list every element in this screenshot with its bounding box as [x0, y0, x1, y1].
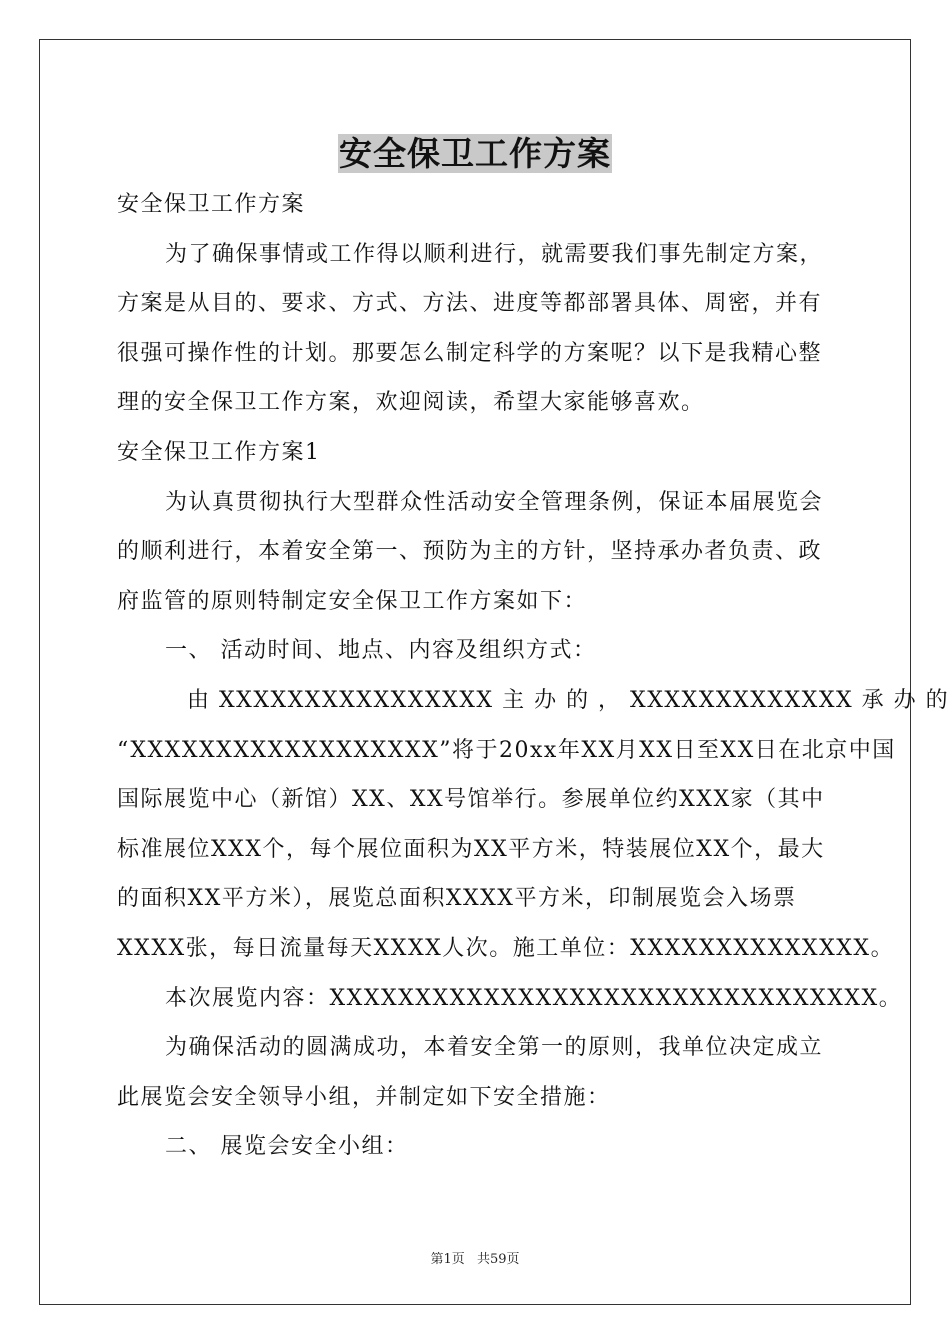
page-number: 第1页 [430, 1252, 465, 1267]
body-line: 标准展位XXX个，每个展位面积为XX平方米，特装展位XX个，最大 [117, 836, 825, 862]
body-line: “XXXXXXXXXXXXXXXXXX”将于20xx年XX月XX日至XX日在北京中国 [117, 737, 896, 763]
subsection-heading: 二、 展览会安全小组： [165, 1134, 409, 1160]
body-line: 方案是从目的、要求、方式、方法、进度等都部署具体、周密，并有 [117, 291, 823, 317]
document-body [117, 180, 950, 1172]
body-line: 很强可操作性的计划。那要怎么制定科学的方案呢？以下是我精心整 [117, 340, 823, 366]
document-title-text: 安全保卫工作方案 [339, 134, 611, 173]
body-line: 国际展览中心（新馆）XX、XX号馆举行。参展单位约XXX家（其中 [117, 787, 825, 813]
body-line: 安全保卫工作方案 [117, 192, 306, 217]
body-line: 为确保活动的圆满成功，本着安全第一的原则，我单位决定成立 [165, 1035, 824, 1061]
page-footer [0, 1248, 950, 1267]
body-line: 理的安全保卫工作方案，欢迎阅读，希望大家能够喜欢。 [117, 390, 705, 416]
body-line: 本次展览内容：XXXXXXXXXXXXXXXXXXXXXXXXXXXXXXXX。 [165, 985, 903, 1011]
body-line: 府监管的原则特制定安全保卫工作方案如下： [117, 588, 588, 614]
subsection-heading: 一、 活动时间、地点、内容及组织方式： [165, 638, 597, 664]
body-line: 的顺利进行，本着安全第一、预防为主的方针，坚持承办者负责、政 [117, 539, 823, 565]
body-line: 的面积XX平方米），展览总面积XXXX平方米，印制展览会入场票 [117, 886, 797, 912]
document-title [0, 128, 950, 175]
page-total: 共59页 [476, 1252, 520, 1267]
body-line: XXXX张，每日流量每天XXXX人次。施工单位：XXXXXXXXXXXXXX。 [117, 935, 895, 961]
body-line: 此展览会安全领导小组，并制定如下安全措施： [117, 1084, 611, 1110]
body-line: 为了确保事情或工作得以顺利进行，就需要我们事先制定方案， [165, 241, 824, 267]
body-line: 由 XXXXXXXXXXXXXXXX 主 办 的 ， XXXXXXXXXXXXX 承 办 的 [187, 687, 950, 713]
section-heading: 安全保卫工作方案1 [117, 439, 321, 465]
body-line: 为认真贯彻执行大型群众性活动安全管理条例，保证本届展览会 [165, 489, 824, 515]
